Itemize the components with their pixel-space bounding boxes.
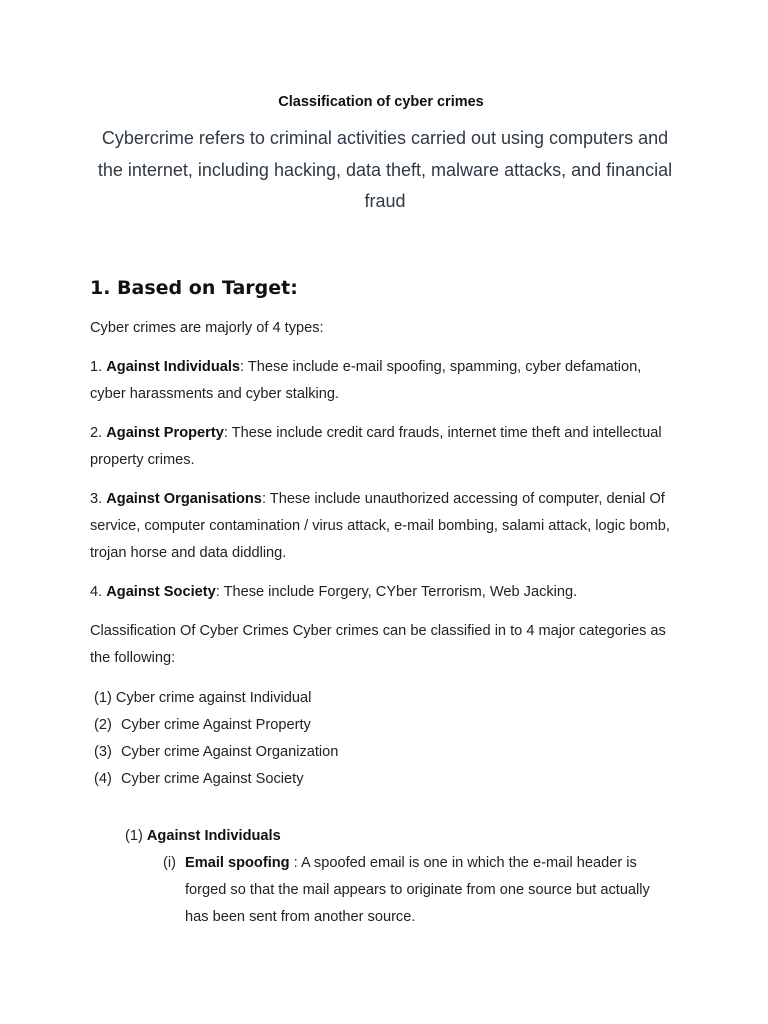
list-item [94,712,672,739]
subsection-item-numeral: (i) [163,854,176,871]
type-item-number: 4. [90,583,107,600]
type-item-organisations [90,486,672,567]
type-item-label: Against Organisations [106,490,262,507]
type-item-text: : These include e-mail spoofing, spamming, cyber defamation, cyber harassments and cyber stalking. [90,358,642,402]
subsection-heading [125,823,672,850]
type-item-text: : These include Forgery, CYber Terrorism, Web Jacking. [215,583,578,600]
type-item-number: 2. [90,424,107,441]
list-item-text: Cyber crime against Individual [111,689,312,706]
type-item-society [90,579,672,606]
list-item-text: Cyber crime Against Property [121,716,311,733]
category-list [90,685,672,793]
intro-paragraph: Cybercrime refers to criminal activities carried out using computers and the internet, including hacking, data theft, malware attacks, and financial fraud [97,128,673,211]
type-item-label: Against Property [106,424,224,441]
type-item-individuals [90,354,672,408]
subsection-number: (1) [125,827,147,844]
list-item [94,685,672,712]
type-item-number: 1. [90,358,107,375]
type-item-label: Against Individuals [106,358,241,375]
subsection-item-label: Email spoofing [185,854,290,871]
list-item [94,766,672,793]
type-item-text: : These include credit card frauds, internet time theft and intellectual property crimes. [90,424,662,468]
type-item-property [90,420,672,474]
list-item-number: (1) [94,689,112,706]
list-item-text: Cyber crime Against Organization [121,743,339,760]
type-item-label: Against Society [106,583,216,600]
subsection-title: Against Individuals [146,827,281,844]
list-item [94,739,672,766]
subsection-item-text: : A spoofed email is one in which the e-mail header is forged so that the mail appears to originate from one source but actually has been sent from another source. [185,854,650,925]
list-item-number: (2) [94,716,112,733]
subsection-item-email-spoofing [163,850,672,931]
list-item-number: (4) [94,770,112,787]
types-lead-text: Cyber crimes are majorly of 4 types: [90,319,324,336]
document-title: Classification of cyber crimes [278,94,484,110]
list-item-text: Cyber crime Against Society [121,770,304,787]
list-item-number: (3) [94,743,112,760]
type-item-number: 3. [90,490,107,507]
section-heading-based-on-target: 1. Based on Target: [90,276,298,299]
type-item-text: : These include unauthorized accessing of computer, denial Of service, computer contamination / virus attack, e-mail bombing, salami attack, logic bomb, trojan horse and data diddling. [90,490,670,561]
classification-paragraph: Classification Of Cyber Crimes Cyber crimes can be classified in to 4 major categories as the following: [90,622,666,666]
